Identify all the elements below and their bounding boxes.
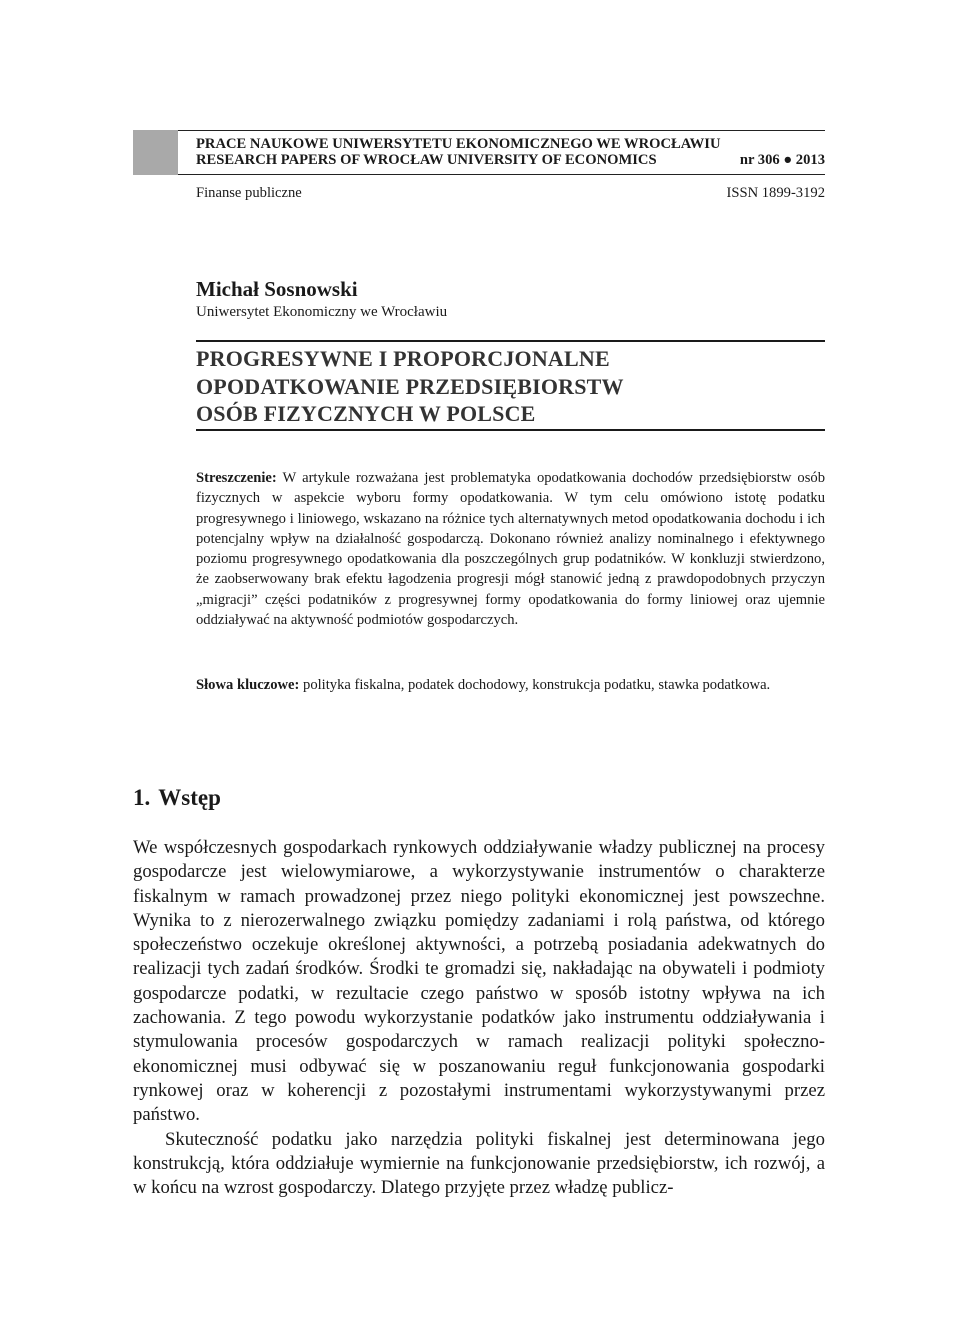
abstract-text: W artykule rozważana jest problematyka opodatkowania dochodów przedsiębiorstw osób fizycznych w aspekcie wyboru formy opodatkowania. W tym celu omówiono istotę podatku progresywnego i liniowego, wskazano na różnice tych alternatywnych metod opodatkowania dochodu i ich potencjalny wpływ na działalność gospodarczą. Dokonano również analizy nominalnego i efektywnego poziomu progresywnego opodatkowania dla poszczególnych grup podatników. W konkluzji stwierdzono, że zaobserwowany brak efektu łagodzenia progresji mógł stanowić jedną z prawdopodobnych przyczyn „migracji” części podatników z progresywnej formy opodatkowania do formy liniowej oraz ujemnie oddziaływać na aktywność podmiotów gospodarczych. — [196, 470, 825, 629]
issue-number: nr 306 ● 2013 — [739, 152, 825, 168]
header-top-rule — [178, 130, 825, 131]
author-affiliation: Uniwersytet Ekonomiczny we Wrocławiu — [196, 304, 448, 320]
journal-name-en: RESEARCH PAPERS OF WROCŁAW UNIVERSITY OF ECONOMICS — [196, 152, 657, 168]
body-paragraph-2: Skuteczność podatku jako narzędzia polityki fiskalnej jest determinowana jego konstrukcją, która oddziałuje wymiernie na funkcjonowanie przedsiębiorstw, ich rozwój, a w końcu na wzrost gospodarczy. Dlatego przyjęte przez władzę publicz- — [133, 1128, 825, 1199]
title-line-1: PROGRESYWNE I PROPORCJONALNE — [196, 346, 610, 371]
series-name: Finanse publiczne — [196, 185, 302, 201]
section-title: Wstęp — [158, 785, 221, 810]
author-name: Michał Sosnowski — [196, 277, 358, 301]
title-line-2: OPODATKOWANIE PRZEDSIĘBIORSTW — [196, 373, 624, 399]
abstract — [196, 468, 825, 630]
keywords-label: Słowa kluczowe: — [196, 677, 300, 693]
journal-name-en-row — [196, 152, 825, 169]
body-text — [133, 836, 825, 1200]
title-top-rule — [196, 340, 825, 342]
header-bottom-rule — [178, 174, 825, 175]
section-heading — [133, 784, 221, 812]
section-number: 1. — [133, 785, 151, 810]
keywords — [196, 675, 825, 695]
journal-header — [133, 130, 825, 175]
series-row — [196, 184, 825, 202]
journal-name-pl: PRACE NAUKOWE UNIWERSYTETU EKONOMICZNEGO WE WROCŁAWIU — [196, 136, 721, 152]
title-bottom-rule — [196, 429, 825, 431]
header-gray-square — [133, 130, 178, 175]
title-line-3: OSÓB FIZYCZNYCH W POLSCE — [196, 401, 536, 426]
paper-title — [196, 345, 624, 428]
abstract-label: Streszczenie: — [196, 470, 277, 486]
keywords-text: polityka fiskalna, podatek dochodowy, konstrukcja podatku, stawka podatkowa. — [303, 677, 771, 693]
body-paragraph-1: We współczesnych gospodarkach rynkowych oddziaływanie władzy publicznej na procesy gospodarcze jest wielowymiarowe, a wykorzystywanie instrumentów o charakterze fiskalnym w ramach prowadzonej przez niego polityki ekonomicznej jest powszechne. Wynika to z nierozerwalnego związku pomiędzy zadaniami i rolą państwa, od którego społeczeństwo oczekuje określonej aktywności, a potrzebą posiadania adekwatnych do realizacji tych zadań środków. Środki te gromadzi się, nakładając na obywateli i podmioty gospodarcze podatki, w rezultacie czego państwo w sposób istotny wpływa na ich zachowania. Z tego powodu wykorzystanie podatków jako instrumentu oddziaływania i stymulowania procesów gospodarczych w ramach realizacji polityki społeczno-ekonomicznej musi odbywać się w poszanowaniu reguł funkcjonowania gospodarki rynkowej oraz w koherencji z pozostałymi instrumentami wykorzystywanymi przez państwo. — [133, 837, 825, 1126]
issn: ISSN 1899-3192 — [726, 185, 825, 201]
